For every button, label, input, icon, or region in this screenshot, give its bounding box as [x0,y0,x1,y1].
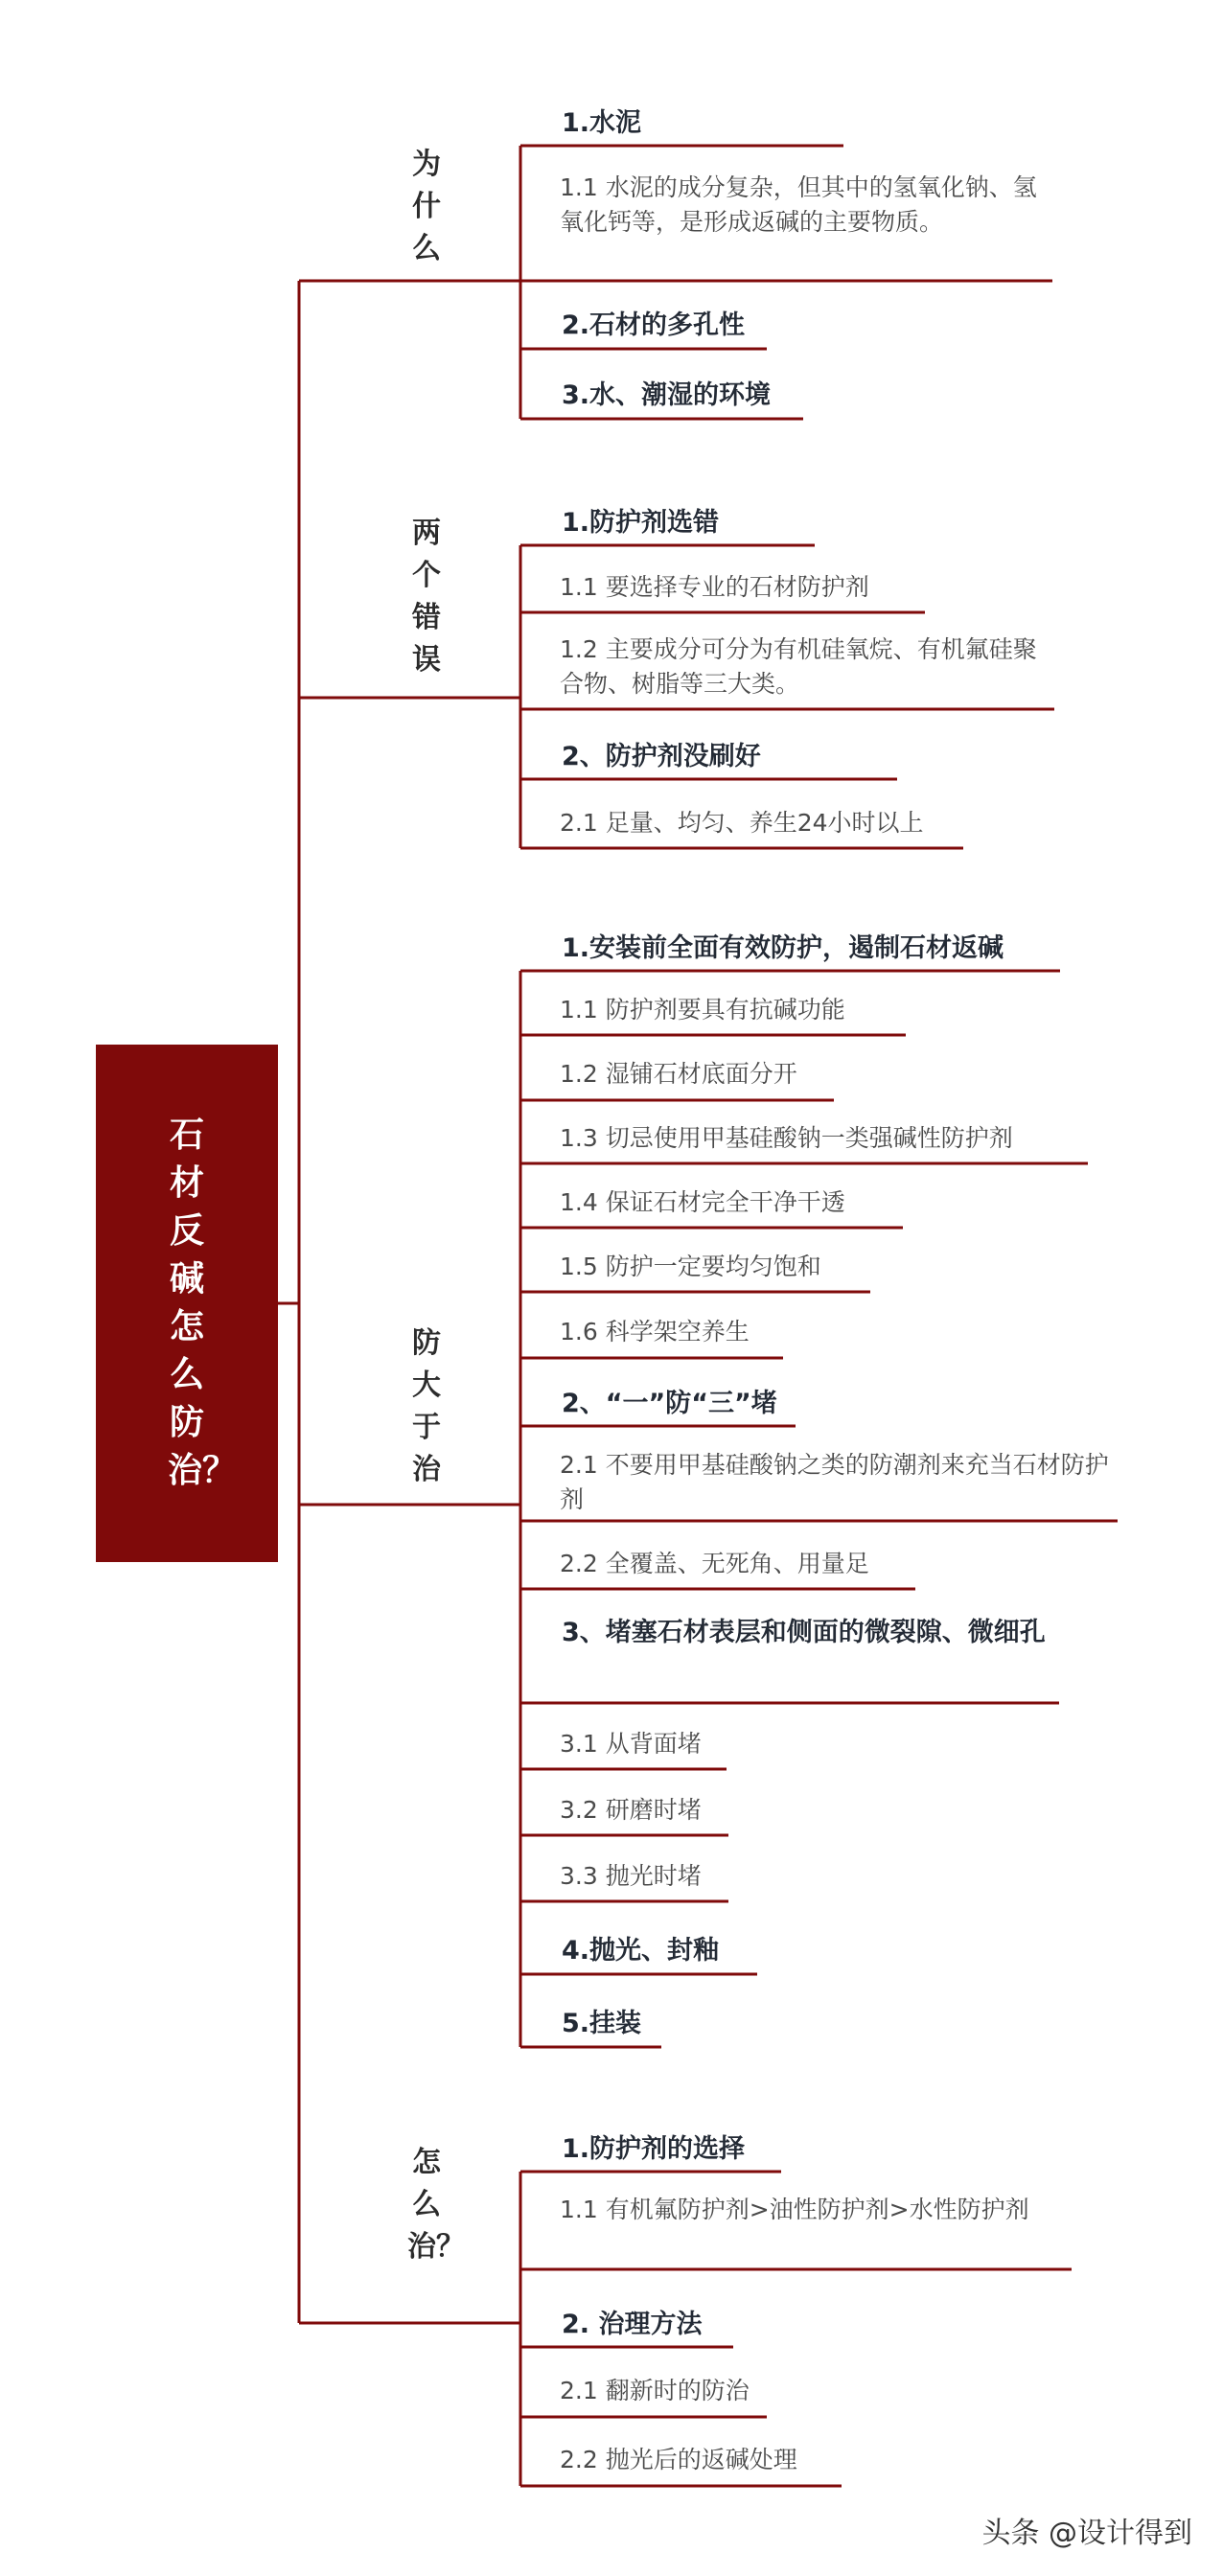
node-hanging: 5.挂装 [562,2009,642,2038]
branch-label-two-errors: 两个错误 [412,517,441,677]
branch-label-prevention: 防大于治 [412,1326,441,1486]
node-wrong-agent-2: 1.2 主要成分可分为有机硅氧烷、有机氟硅聚合物、树脂等三大类。 [560,635,1037,698]
node-pre-install: 1.安装前全面有效防护，遏制石材返碱 [562,933,1004,963]
node-cement-detail: 1.1 水泥的成分复杂，但其中的氢氧化钠、氢氧化钙等，是形成返碱的主要物质。 [560,173,1037,236]
node-pre-install-5: 1.5 防护一定要均匀饱和 [560,1253,821,1280]
node-pre-install-2: 1.2 湿铺石材底面分开 [560,1060,797,1088]
root-title: 石材反碱怎么防治？ [168,1116,238,1490]
node-wrong-agent: 1.防护剂选错 [562,508,720,538]
branch-label-how-to-treat: 怎么治？ [407,2146,465,2264]
node-pre-install-3: 1.3 切忌使用甲基硅酸钠一类强碱性防护剂 [560,1124,1013,1152]
node-porosity: 2.石材的多孔性 [562,310,746,340]
node-cement: 1.水泥 [562,108,642,138]
node-polish-glaze: 4.抛光、封釉 [562,1936,720,1966]
watermark: 头条 @设计得到 [981,2517,1192,2550]
node-bad-brushing-1: 2.1 足量、均匀、养生24小时以上 [560,809,924,837]
node-block-cracks-2: 3.2 研磨时堵 [560,1796,702,1824]
node-treatment-method: 2. 治理方法 [562,2310,703,2339]
node-treatment-1: 2.1 翻新时的防治 [560,2377,750,2404]
node-one-prevent-1: 2.1 不要用甲基硅酸钠之类的防潮剂来充当石材防护剂 [560,1451,1109,1513]
node-pre-install-6: 1.6 科学架空养生 [560,1318,750,1346]
branch-label-why: 为什么 [412,148,441,265]
node-block-cracks-1: 3.1 从背面堵 [560,1730,702,1758]
node-choose-agent: 1.防护剂的选择 [562,2134,746,2164]
node-bad-brushing: 2、防护剂没刷好 [562,742,761,771]
node-moisture: 3.水、潮湿的环境 [562,380,772,410]
node-block-cracks: 3、堵塞石材表层和侧面的微裂隙、微细孔 [562,1618,1046,1647]
node-one-prevent-2: 2.2 全覆盖、无死角、用量足 [560,1550,869,1577]
node-wrong-agent-1: 1.1 要选择专业的石材防护剂 [560,573,869,601]
node-choose-agent-1: 1.1 有机氟防护剂>油性防护剂>水性防护剂 [560,2196,1029,2223]
root-node [96,1045,278,1562]
node-treatment-2: 2.2 抛光后的返碱处理 [560,2446,797,2473]
node-one-prevent-three-block: 2、“一”防“三”堵 [562,1389,777,1418]
node-block-cracks-3: 3.3 抛光时堵 [560,1862,702,1890]
node-pre-install-1: 1.1 防护剂要具有抗碱功能 [560,996,845,1024]
node-pre-install-4: 1.4 保证石材完全干净干透 [560,1188,845,1216]
